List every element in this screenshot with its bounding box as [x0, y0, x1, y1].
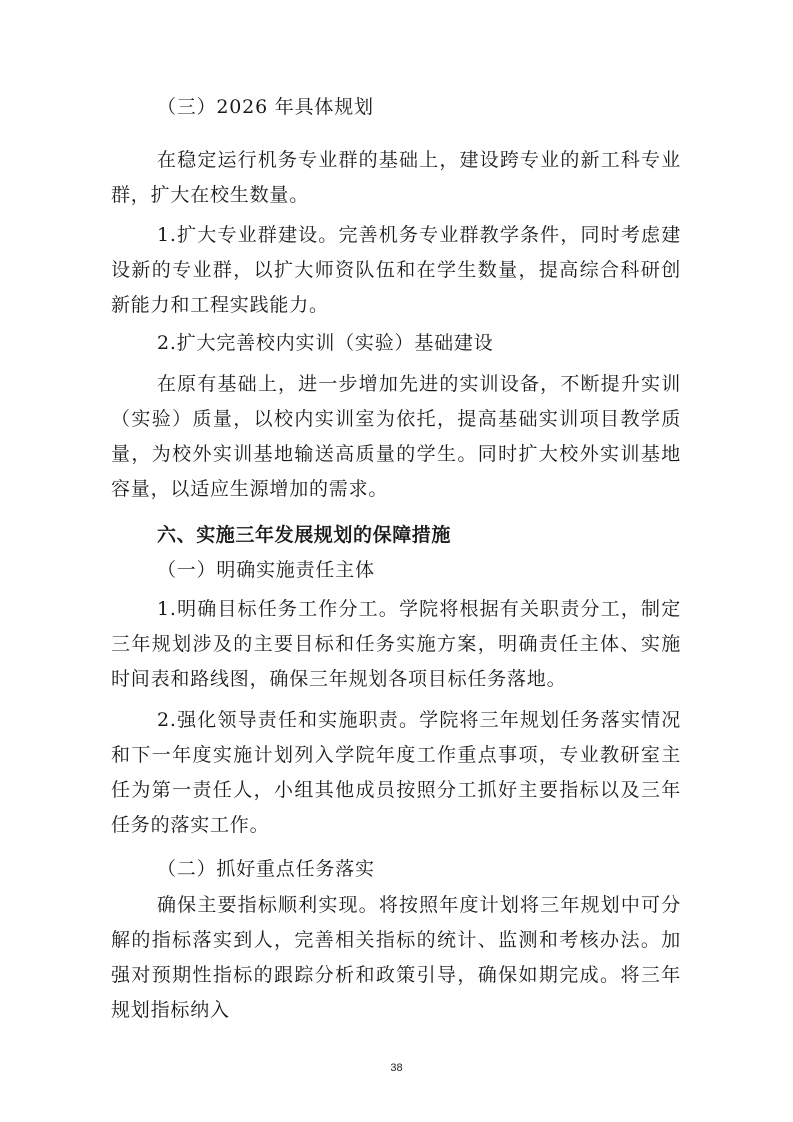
- paragraph-new-engineering-group: 在稳定运行机务专业群的基础上，建设跨专业的新工科专业群，扩大在校生数量。: [111, 149, 681, 206]
- paragraph-main-indicators: 确保主要指标顺利实现。将按照年度计划将三年规划中可分解的指标落实到人，完善相关指标的统计、监测和考核办法。加强对预期性指标的跟踪分析和政策引导，确保如期完成。将三年规划指标纳入: [111, 894, 681, 1021]
- subheading-2026-plan: （三）2026 年具体规划: [157, 96, 374, 118]
- section-heading-safeguards: 六、实施三年发展规划的保障措施: [157, 524, 452, 546]
- paragraph-training-equipment: 在原有基础上，进一步增加先进的实训设备，不断提升实训（实验）质量，以校内实训室为依托，提高基础实训项目教学质量，为校外实训基地输送高质量的学生。同时扩大校外实训基地容量，以适应生源增加的需求。: [111, 373, 681, 500]
- subheading-responsibility: （一）明确实施责任主体: [157, 559, 375, 581]
- paragraph-leadership-duty: 2.强化领导责任和实施职责。学院将三年规划任务落实情况和下一年度实施计划列入学院年度工作重点事项，专业教研室主任为第一责任人，小组其他成员按照分工抓好主要指标以及三年任务的落实工作。: [111, 709, 681, 836]
- paragraph-training-base-heading: 2.扩大完善校内实训（实验）基础建设: [157, 332, 494, 354]
- page-number: 38: [390, 1062, 403, 1074]
- paragraph-expand-group-building: 1.扩大专业群建设。完善机务专业群教学条件，同时考虑建设新的专业群，以扩大师资队伍和在学生数量，提高综合科研创新能力和工程实践能力。: [111, 224, 681, 316]
- subheading-key-tasks: （二）抓好重点任务落实: [157, 858, 375, 880]
- paragraph-task-division: 1.明确目标任务工作分工。学院将根据有关职责分工，制定三年规划涉及的主要目标和任务实施方案，明确责任主体、实施时间表和路线图，确保三年规划各项目标任务落地。: [111, 598, 681, 690]
